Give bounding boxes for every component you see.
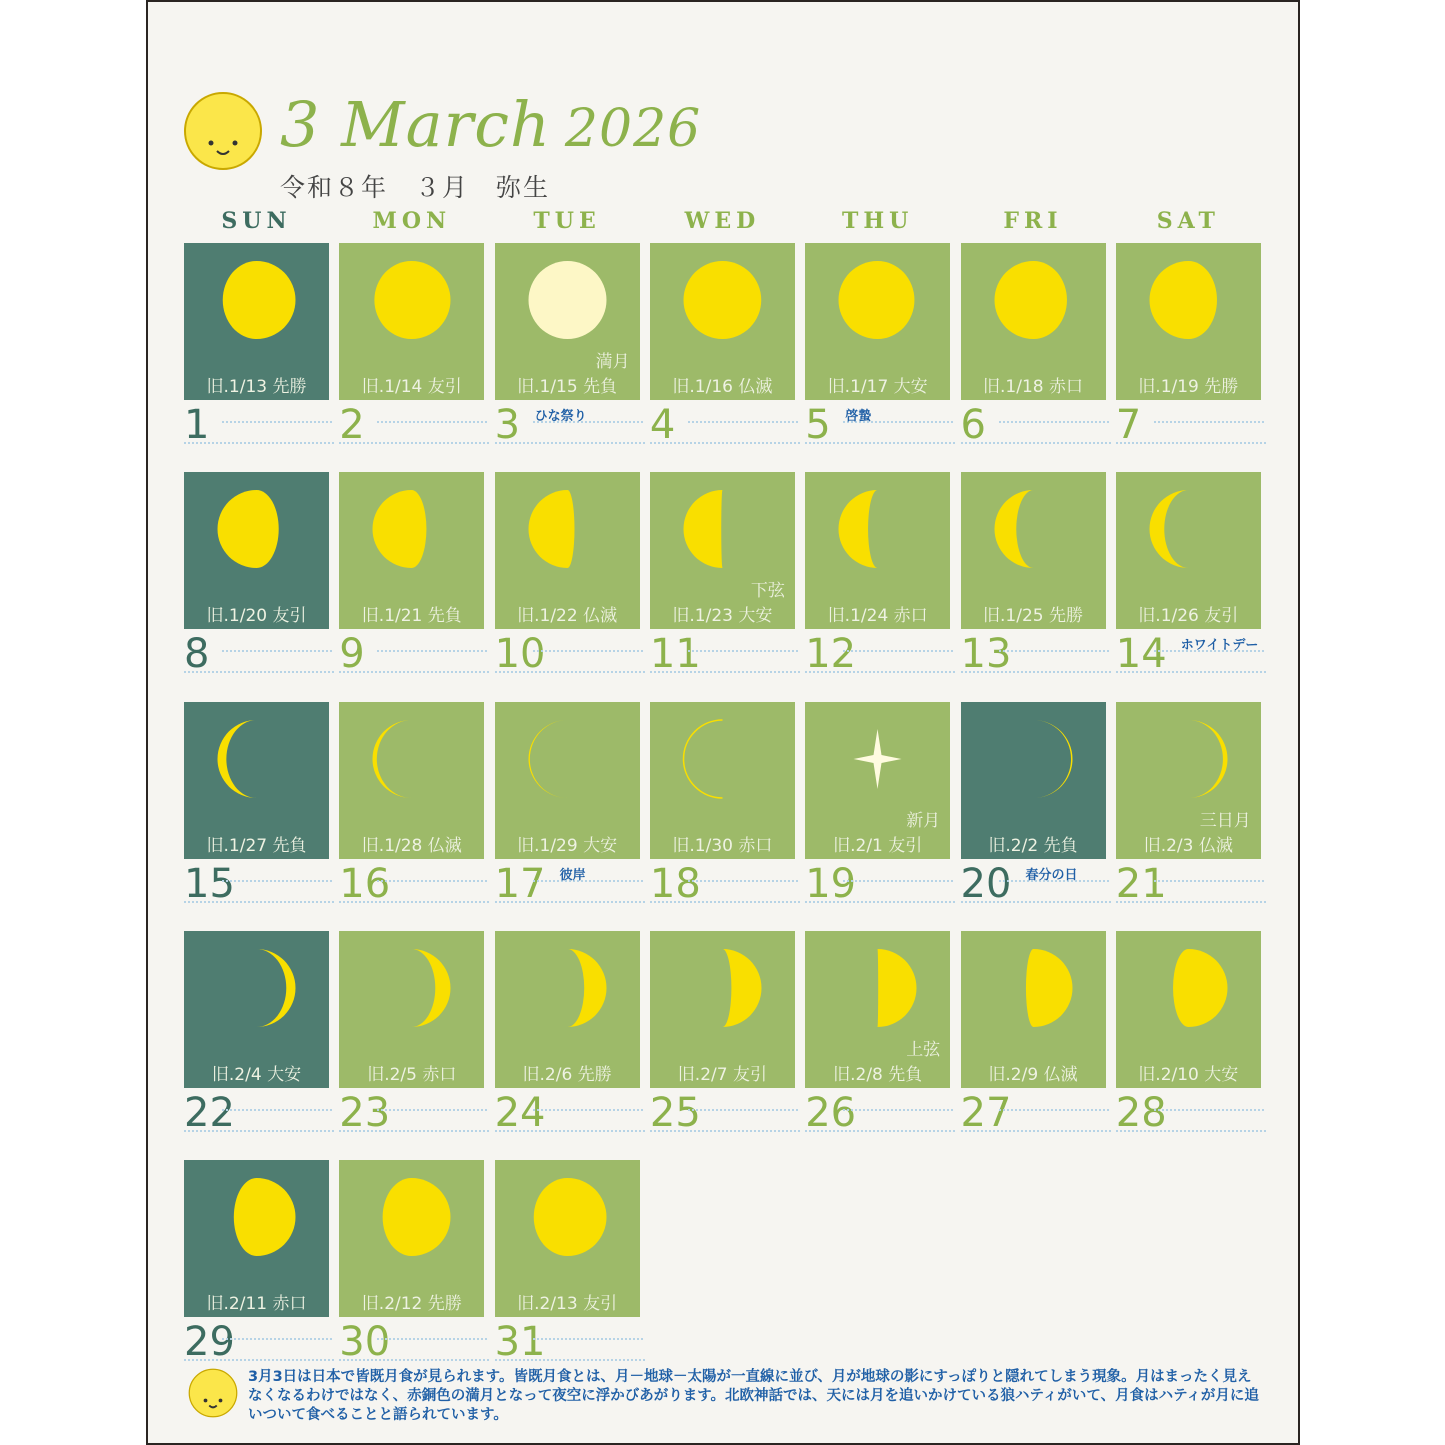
lunar-date-label: 旧.2/10 大安 (1138, 1064, 1239, 1085)
lunar-date-label: 旧.1/24 赤口 (827, 606, 928, 627)
day-number: 19 (805, 860, 857, 907)
lunar-date-label: 旧.1/25 先勝 (983, 606, 1083, 627)
dotted-writing-line (1116, 671, 1266, 673)
day-tile-30[interactable] (339, 1160, 484, 1317)
lunar-date-label: 旧.2/8 先負 (833, 1064, 923, 1085)
day-number: 20 (960, 860, 1012, 907)
dotted-writing-line (377, 1338, 487, 1340)
dotted-writing-line (999, 1109, 1109, 1111)
dotted-writing-line (688, 880, 798, 882)
day-tile-16[interactable] (339, 702, 484, 859)
lunar-date-label: 旧.1/30 赤口 (672, 835, 773, 856)
dotted-writing-line (377, 421, 487, 423)
day-tile-9[interactable] (339, 472, 484, 629)
dotted-writing-line (377, 1109, 487, 1111)
dotted-writing-line (339, 901, 489, 903)
dotted-writing-line (843, 650, 953, 652)
dotted-writing-line (533, 1109, 643, 1111)
dotted-writing-line (688, 1109, 798, 1111)
dotted-writing-line (339, 671, 489, 673)
dotted-writing-line (184, 671, 334, 673)
day-tile-19[interactable] (805, 702, 950, 859)
month-title: 3 March 2026 (280, 88, 702, 161)
day-number: 3 (494, 402, 521, 448)
day-tile-23[interactable] (339, 931, 484, 1088)
day-tile-26[interactable] (805, 931, 950, 1088)
day-number: 21 (1115, 860, 1167, 907)
lunar-date-label: 旧.1/14 友引 (361, 377, 462, 397)
day-number: 26 (805, 1089, 857, 1136)
day-number: 11 (649, 631, 701, 678)
dotted-writing-line (1116, 1130, 1266, 1132)
day-tile-13[interactable] (961, 472, 1106, 629)
dotted-writing-line (805, 901, 955, 903)
weekday-header-sat: SAT (1156, 208, 1220, 234)
dotted-writing-line (533, 880, 643, 882)
dotted-writing-line (961, 671, 1111, 673)
day-number: 10 (494, 631, 546, 678)
dotted-writing-line (650, 901, 800, 903)
lunar-date-label: 旧.2/13 友引 (517, 1294, 618, 1315)
lunar-date-label: 旧.1/23 大安 (672, 606, 773, 627)
day-tile-12[interactable] (805, 472, 950, 629)
day-number: 25 (649, 1089, 701, 1136)
day-tile-28[interactable] (1116, 931, 1261, 1088)
day-number: 22 (184, 1089, 235, 1136)
weekday-header-thu: THU (842, 208, 914, 234)
day-tile-2[interactable] (339, 243, 484, 400)
day-number: 8 (184, 631, 210, 678)
dotted-writing-line (843, 1109, 953, 1111)
day-tile-5[interactable] (805, 243, 950, 400)
lunar-date-label: 旧.1/16 仏滅 (672, 377, 773, 397)
dotted-writing-line (222, 880, 332, 882)
lunar-date-label: 旧.1/17 大安 (827, 377, 928, 397)
dotted-writing-line (495, 1359, 645, 1361)
lunar-date-label: 旧.1/15 先負 (517, 377, 618, 397)
lunar-date-label: 旧.1/13 先勝 (206, 377, 307, 397)
lunar-date-label: 旧.2/11 赤口 (206, 1294, 307, 1315)
lunar-date-label: 旧.2/12 先勝 (361, 1294, 462, 1315)
weekday-header-sun: SUN (221, 208, 292, 234)
moon-phase-label: 上弦 (906, 1039, 941, 1060)
day-number: 18 (649, 860, 701, 907)
dotted-writing-line (843, 880, 953, 882)
lunar-date-label: 旧.2/2 先負 (988, 835, 1078, 856)
dotted-writing-line (1154, 421, 1264, 423)
dotted-writing-line (688, 650, 798, 652)
day-tile-11[interactable] (650, 472, 795, 629)
dotted-writing-line (184, 1130, 334, 1132)
day-tile-21[interactable] (1116, 702, 1261, 859)
day-tile-22[interactable] (184, 931, 329, 1088)
moon-phase-label: 下弦 (750, 581, 785, 602)
dotted-writing-line (1116, 901, 1266, 903)
dotted-writing-line (377, 650, 487, 652)
smiling-moon-note-icon (188, 1368, 238, 1418)
day-tile-15[interactable] (184, 702, 329, 859)
day-tile-1[interactable] (184, 243, 329, 400)
dotted-writing-line (184, 442, 334, 444)
dotted-writing-line (533, 650, 643, 652)
dotted-writing-line (184, 901, 334, 903)
footnote-text: 3月3日は日本で皆既月食が見られます。皆既月食とは、月－地球－太陽が一直線に並び、月が地球の影にすっぽりと隠れてしまう現象。月はまったく見えなくなるわけではなく、赤銅色の満月となって夜空に浮かびあがります。北欧神話では、天には月を追いかけている狼ハティがいて、月食はハティが月に追いついて食べることと語られています。 (248, 1369, 1259, 1423)
dotted-writing-line (533, 1338, 643, 1340)
dotted-writing-line (339, 1130, 489, 1132)
dotted-writing-line (339, 442, 489, 444)
lunar-date-label: 旧.1/28 仏滅 (361, 835, 462, 856)
day-tile-3[interactable] (495, 243, 640, 400)
day-number: 1 (184, 402, 210, 448)
holiday-label: ひな祭り (534, 409, 587, 424)
weekday-header-fri: FRI (1003, 208, 1063, 234)
day-number: 28 (1115, 1089, 1167, 1136)
day-number: 4 (649, 402, 676, 448)
dotted-writing-line (222, 1109, 332, 1111)
lunar-date-label: 旧.1/18 赤口 (983, 377, 1083, 397)
day-tile-27[interactable] (961, 931, 1106, 1088)
dotted-writing-line (1154, 1109, 1264, 1111)
dotted-writing-line (1154, 880, 1264, 882)
smiling-moon-logo (183, 91, 263, 171)
holiday-label: 春分の日 (1025, 867, 1078, 883)
day-tile-14[interactable] (1116, 472, 1261, 629)
day-number: 31 (494, 1319, 546, 1366)
lunar-date-label: 旧.1/26 友引 (1138, 606, 1239, 627)
day-number: 27 (960, 1089, 1012, 1136)
lunar-date-label: 旧.2/5 赤口 (367, 1064, 457, 1085)
dotted-writing-line (222, 650, 332, 652)
day-tile-17[interactable] (495, 702, 640, 859)
dotted-writing-line (495, 671, 645, 673)
day-number: 7 (1115, 402, 1142, 448)
dotted-writing-line (961, 1130, 1111, 1132)
day-number: 24 (494, 1089, 546, 1136)
dotted-writing-line (650, 442, 800, 444)
day-number: 30 (339, 1319, 391, 1366)
day-tile-7[interactable] (1116, 243, 1261, 400)
dotted-writing-line (650, 671, 800, 673)
dotted-writing-line (495, 442, 645, 444)
lunar-date-label: 旧.2/9 仏滅 (988, 1064, 1078, 1085)
day-number: 9 (339, 631, 365, 678)
day-number: 14 (1115, 631, 1167, 678)
holiday-label: 啓蟄 (845, 409, 872, 424)
lunar-date-label: 旧.2/7 友引 (677, 1064, 767, 1085)
moon-phase-label: 満月 (595, 352, 630, 372)
day-tile-10[interactable] (495, 472, 640, 629)
weekday-header-wed: WED (684, 208, 761, 234)
day-number: 12 (805, 631, 857, 678)
lunar-date-label: 旧.2/6 先勝 (522, 1064, 612, 1085)
dotted-writing-line (961, 442, 1111, 444)
day-tile-25[interactable] (650, 931, 795, 1088)
moon-phase-label: 三日月 (1199, 810, 1251, 831)
lunar-date-label: 旧.1/22 仏滅 (517, 606, 618, 627)
japanese-era-subtitle: 令和８年 ３月 弥生 (280, 173, 551, 202)
day-tile-8[interactable] (184, 472, 329, 629)
day-number: 15 (184, 860, 235, 907)
dotted-writing-line (495, 901, 645, 903)
lunar-date-label: 旧.2/3 仏滅 (1143, 835, 1233, 856)
day-tile-18[interactable] (650, 702, 795, 859)
lunar-date-label: 旧.1/29 大安 (517, 835, 618, 856)
lunar-date-label: 旧.1/21 先負 (361, 606, 462, 627)
day-number: 5 (805, 402, 831, 448)
weekday-header-mon: MON (372, 208, 452, 234)
day-number: 2 (339, 402, 365, 448)
day-tile-31[interactable] (495, 1160, 640, 1317)
lunar-date-label: 旧.1/20 友引 (206, 606, 307, 627)
dotted-writing-line (222, 1338, 332, 1340)
holiday-label: 彼岸 (559, 867, 586, 883)
dotted-writing-line (805, 1130, 955, 1132)
day-number: 17 (494, 860, 546, 907)
lunar-date-label: 旧.2/1 友引 (833, 835, 923, 856)
dotted-writing-line (222, 421, 332, 423)
day-tile-24[interactable] (495, 931, 640, 1088)
day-number: 6 (960, 402, 986, 448)
day-tile-20[interactable] (961, 702, 1106, 859)
dotted-writing-line (377, 880, 487, 882)
lunar-date-label: 旧.2/4 大安 (211, 1064, 302, 1085)
dotted-writing-line (1116, 442, 1266, 444)
dotted-writing-line (805, 671, 955, 673)
dotted-writing-line (184, 1359, 334, 1361)
day-number: 16 (339, 860, 391, 907)
dotted-writing-line (999, 421, 1109, 423)
dotted-writing-line (999, 650, 1109, 652)
moon-phase-label: 新月 (906, 810, 941, 831)
day-tile-4[interactable] (650, 243, 795, 400)
lunar-date-label: 旧.1/27 先負 (206, 835, 307, 856)
day-number: 23 (339, 1089, 391, 1136)
dotted-writing-line (688, 421, 798, 423)
day-tile-29[interactable] (184, 1160, 329, 1317)
day-number: 13 (960, 631, 1012, 678)
dotted-writing-line (650, 1130, 800, 1132)
weekday-header-tue: TUE (533, 208, 601, 234)
lunar-date-label: 旧.1/19 先勝 (1138, 377, 1239, 397)
dotted-writing-line (339, 1359, 489, 1361)
dotted-writing-line (495, 1130, 645, 1132)
dotted-writing-line (805, 442, 955, 444)
holiday-label: ホワイトデー (1180, 638, 1259, 654)
day-tile-6[interactable] (961, 243, 1106, 400)
dotted-writing-line (961, 901, 1111, 903)
day-number: 29 (184, 1319, 235, 1366)
